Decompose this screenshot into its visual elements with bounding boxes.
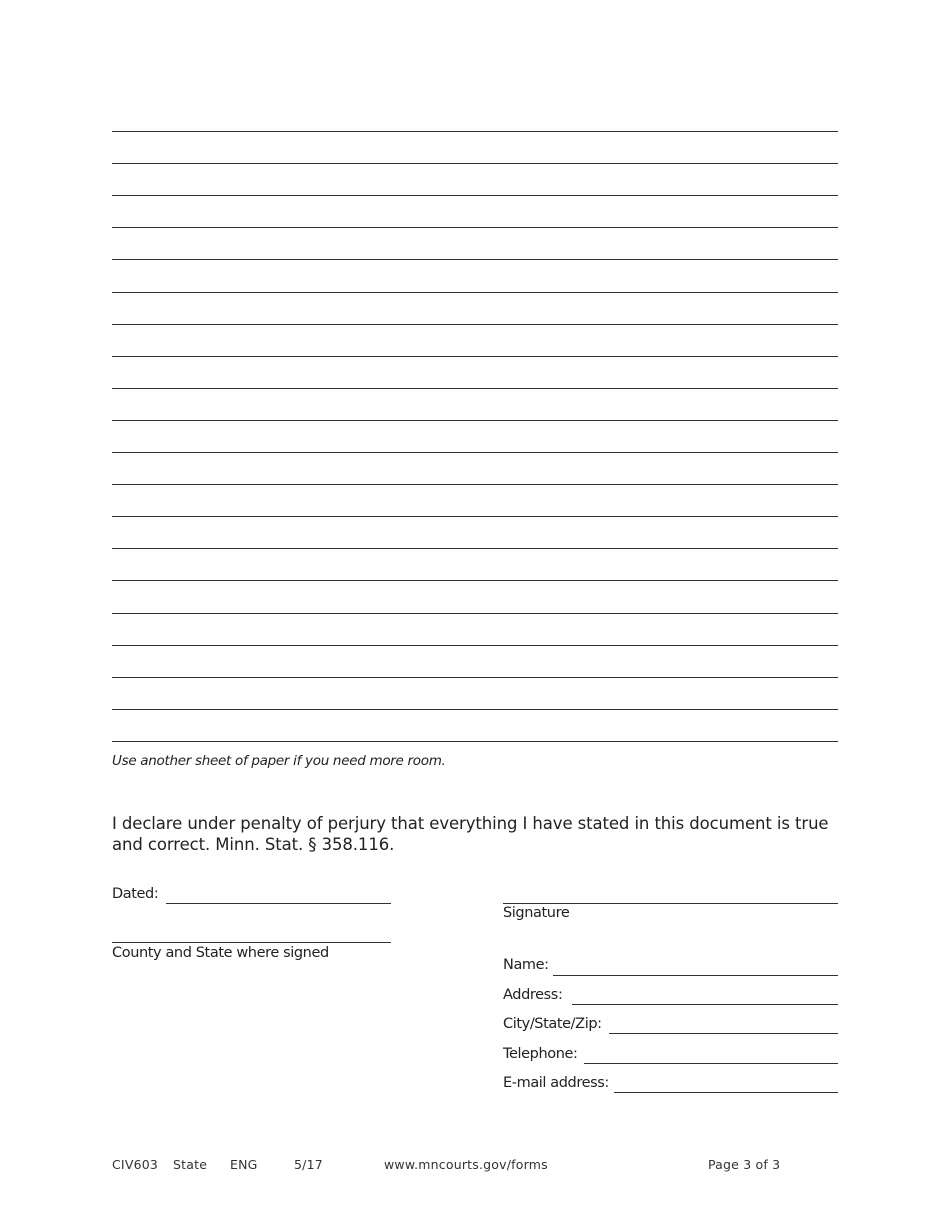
writing-line[interactable]: [112, 548, 838, 549]
address-label: Address:: [503, 987, 563, 1003]
writing-line[interactable]: [112, 452, 838, 453]
writing-line[interactable]: [112, 613, 838, 614]
dated-field[interactable]: [166, 903, 391, 904]
email-label: E-mail address:: [503, 1075, 609, 1091]
county-state-label: County and State where signed: [112, 945, 329, 961]
writing-line[interactable]: [112, 227, 838, 228]
writing-line[interactable]: [112, 741, 838, 742]
city-state-zip-field[interactable]: [609, 1033, 838, 1034]
signature-label: Signature: [503, 905, 570, 921]
writing-line[interactable]: [112, 356, 838, 357]
writing-line[interactable]: [112, 259, 838, 260]
writing-line[interactable]: [112, 677, 838, 678]
writing-line[interactable]: [112, 388, 838, 389]
writing-line[interactable]: [112, 645, 838, 646]
extra-room-note: Use another sheet of paper if you need more room.: [112, 753, 446, 769]
footer-language: ENG: [230, 1157, 258, 1172]
writing-line[interactable]: [112, 709, 838, 710]
address-field[interactable]: [572, 1004, 838, 1005]
telephone-field[interactable]: [584, 1063, 838, 1064]
email-field[interactable]: [614, 1092, 838, 1093]
writing-line[interactable]: [112, 580, 838, 581]
footer-form-code: CIV603: [112, 1157, 159, 1172]
county-state-field[interactable]: [112, 942, 391, 943]
telephone-label: Telephone:: [503, 1046, 578, 1062]
city-state-zip-label: City/State/Zip:: [503, 1016, 602, 1032]
writing-line[interactable]: [112, 420, 838, 421]
signature-field[interactable]: [503, 903, 838, 904]
writing-line[interactable]: [112, 131, 838, 132]
writing-line[interactable]: [112, 163, 838, 164]
writing-line[interactable]: [112, 516, 838, 517]
dated-label: Dated:: [112, 886, 159, 902]
footer-page-number: Page 3 of 3: [708, 1157, 781, 1172]
name-field[interactable]: [553, 975, 838, 976]
footer-jurisdiction: State: [173, 1157, 208, 1172]
writing-line[interactable]: [112, 484, 838, 485]
writing-line[interactable]: [112, 292, 838, 293]
footer-date: 5/17: [294, 1157, 323, 1172]
perjury-declaration: I declare under penalty of perjury that everything I have stated in this document is true and correct. Minn. Stat. § 358.116.: [112, 814, 829, 854]
writing-line[interactable]: [112, 195, 838, 196]
name-label: Name:: [503, 957, 549, 973]
footer-url: www.mncourts.gov/forms: [384, 1157, 548, 1172]
writing-line[interactable]: [112, 324, 838, 325]
